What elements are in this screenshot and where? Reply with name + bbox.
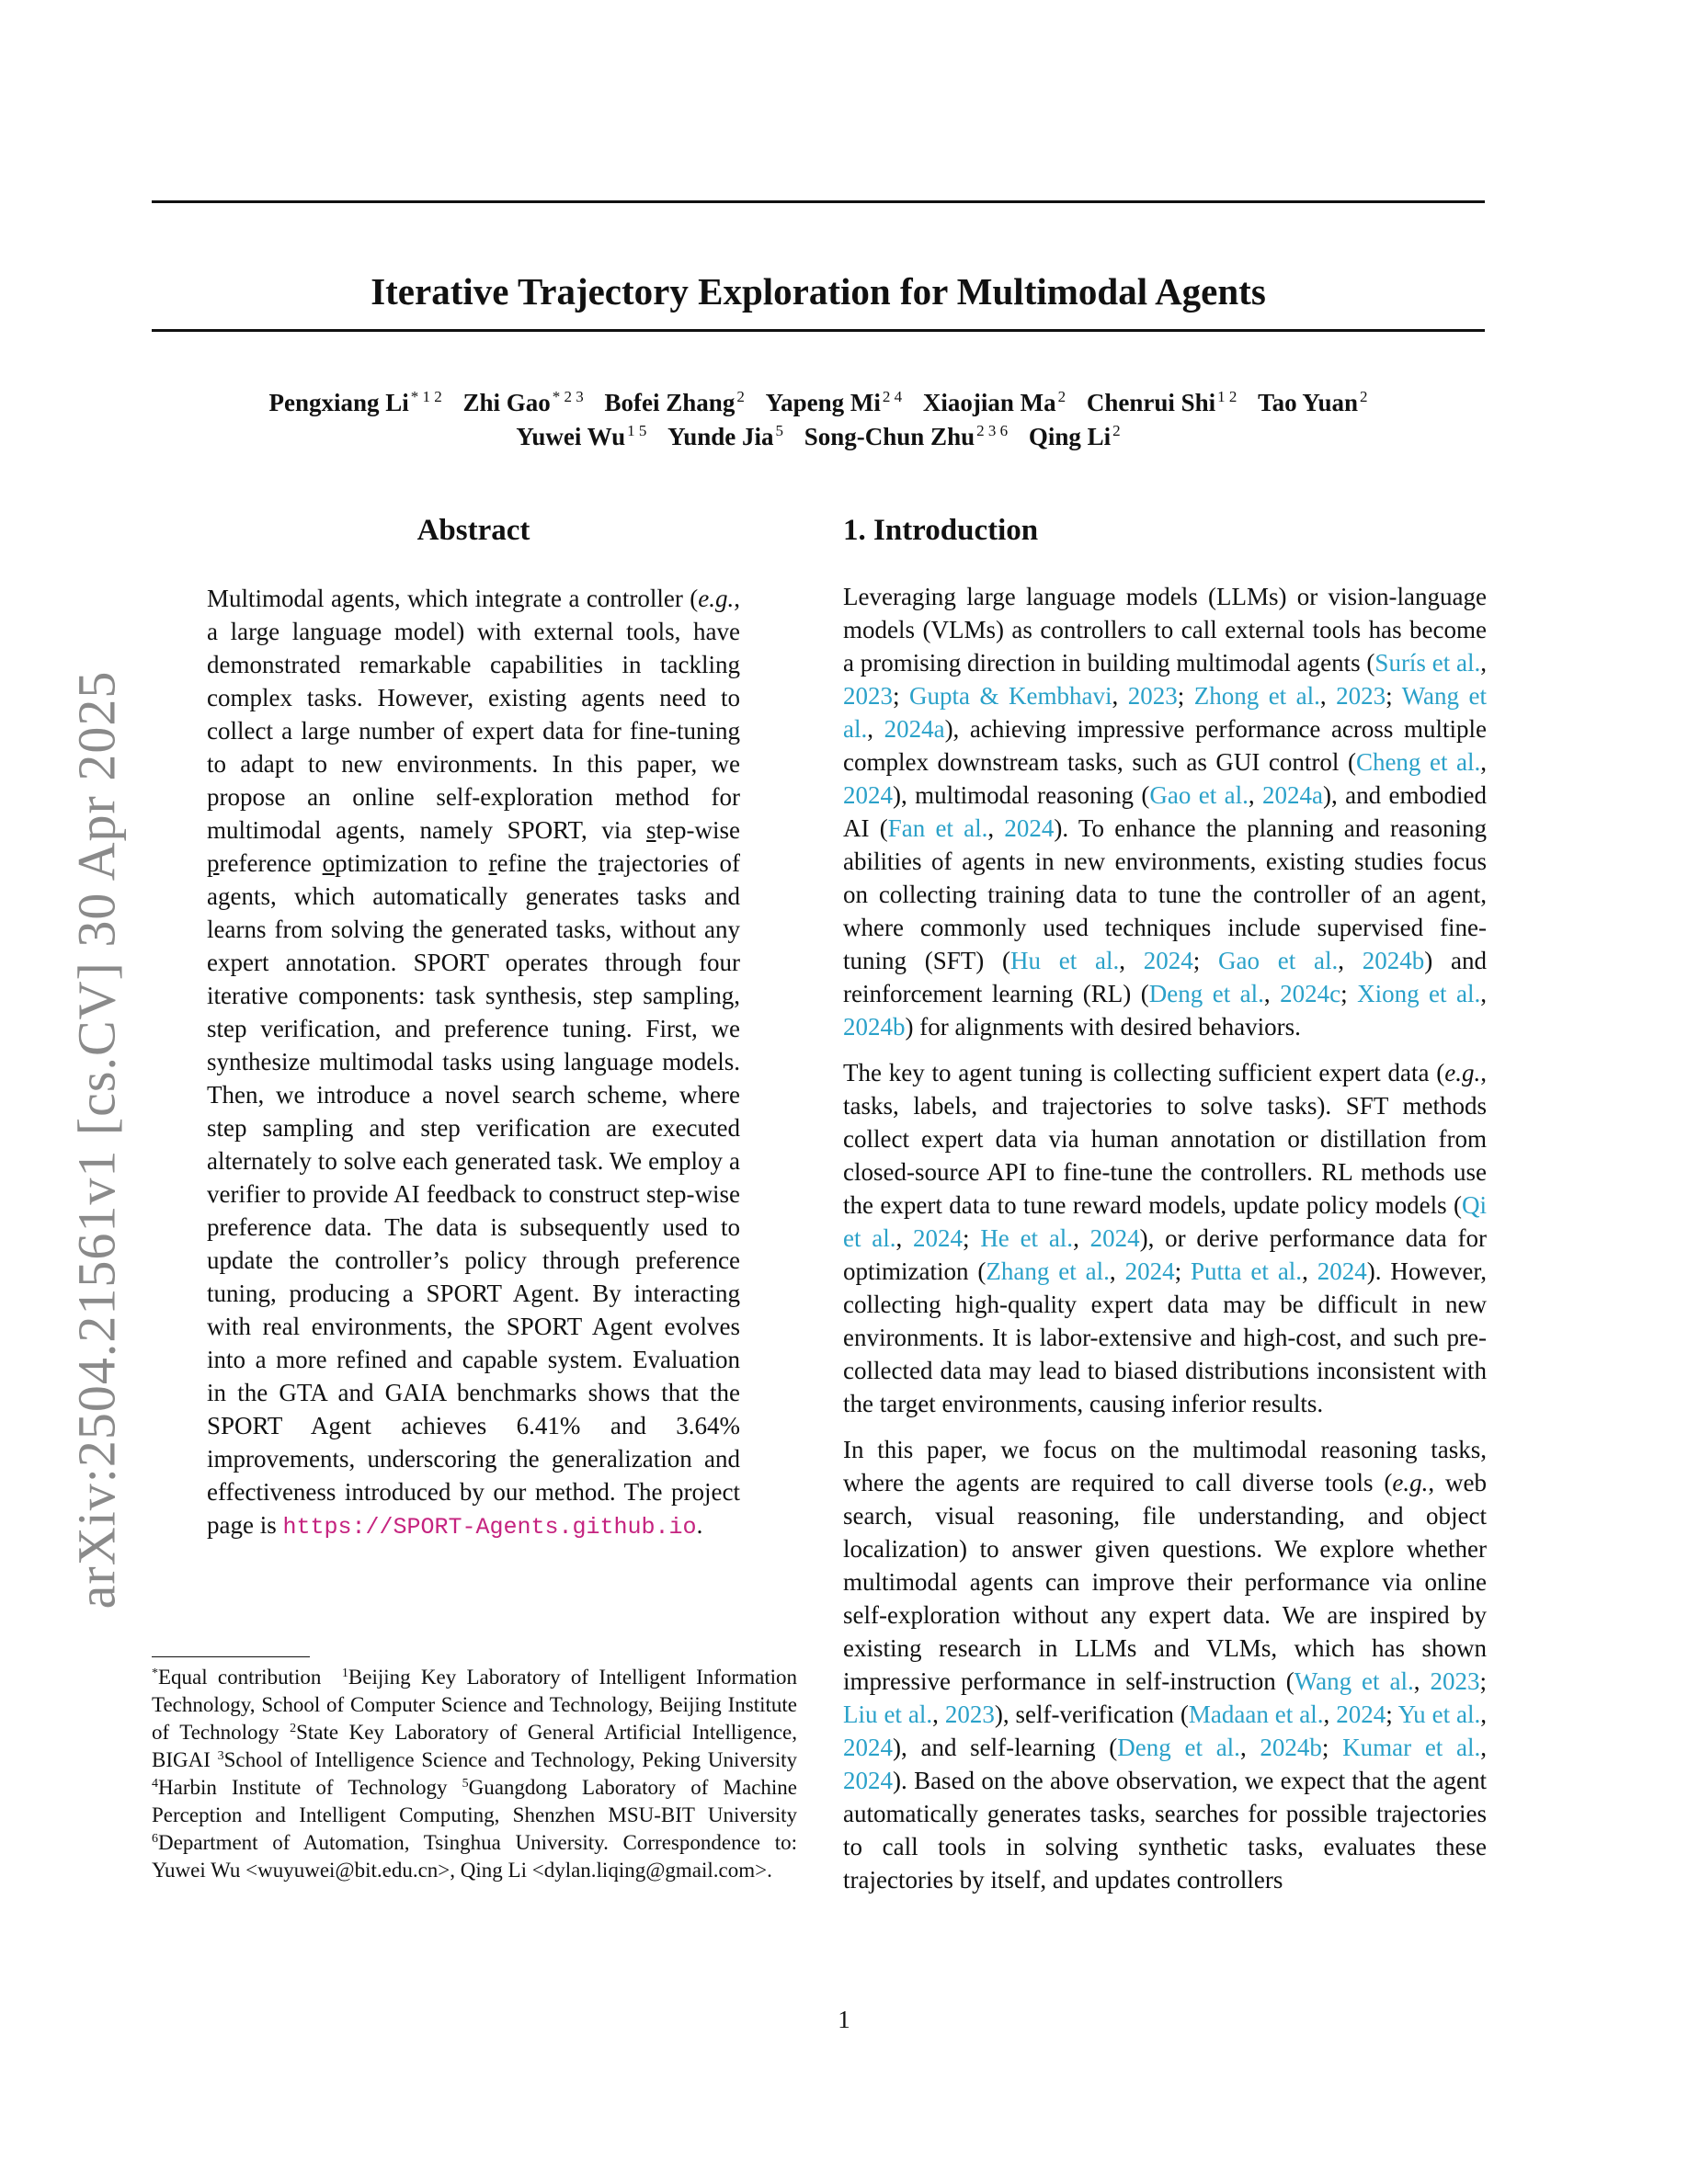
citation-link[interactable]: Hu et al. <box>1010 947 1120 974</box>
footnote-affiliations: *Equal contribution $^1$Beijing Key Laboratory of Intelligent Information Technology, School of Computer Science and Technology, Beijing Institute of Technology $^2$State Key Laboratory of General Artificial Intelligence, BIGAI $^3$School of Intelligence Science and Technology, Peking University $^4$Harbin Institute of Technology $^5$Guangdong Laboratory of Machine Perception and Intelligent Computing, Shenzhen MSU-BIT University $^6$Department of Automation, Tsinghua University. Correspondence to: Yuwei Wu <wuyuwei@bit.edu.cn>, Qing Li <dylan.liqing@gmail.com>. <box>152 1666 798 1882</box>
citation-link[interactable]: 2023 <box>944 1701 995 1728</box>
citation-link[interactable]: 2023 <box>843 682 893 710</box>
citation-link[interactable]: 2024 <box>843 781 893 809</box>
citation-link[interactable]: Wang et al. <box>1294 1667 1414 1695</box>
author: Pengxiang Li $^{* 1 2}$ <box>268 388 442 416</box>
author: Song-Chun Zhu $^{2 3 6}$ <box>804 422 1009 450</box>
citation-link[interactable]: Wang et al. <box>843 682 1487 743</box>
citation-link[interactable]: Fan et al. <box>887 814 988 842</box>
citation-link[interactable]: 2024b <box>1260 1734 1322 1761</box>
citation-link[interactable]: 2024 <box>1004 814 1055 842</box>
citation-link[interactable]: 2023 <box>1127 682 1178 710</box>
citation-link[interactable]: Zhong et al. <box>1193 682 1320 710</box>
paper-title: Iterative Trajectory Exploration for Multimodal Agents <box>371 270 1266 313</box>
citation-link[interactable]: 2024a <box>1262 781 1324 809</box>
citation-link[interactable]: Madaan et al. <box>1188 1701 1324 1728</box>
author-line-2 <box>152 420 1485 454</box>
page-number: 1 <box>838 2006 850 2033</box>
citation-link[interactable]: Zhang et al. <box>986 1257 1110 1285</box>
citation-link[interactable]: 2024b <box>1362 947 1425 974</box>
author: Yuwei Wu $^{1 5}$ <box>516 422 647 450</box>
citation-link[interactable]: 2023 <box>1430 1667 1480 1695</box>
citation-link[interactable]: Deng et al. <box>1117 1734 1240 1761</box>
author: Tao Yuan $^2$ <box>1258 388 1368 416</box>
citation-link[interactable]: Deng et al. <box>1148 980 1264 1007</box>
citation-link[interactable]: Liu et al. <box>843 1701 933 1728</box>
citation-link[interactable]: He et al. <box>980 1224 1074 1252</box>
citation-link[interactable]: Yu et al. <box>1397 1701 1481 1728</box>
citation-link[interactable]: Gao et al. <box>1149 781 1249 809</box>
citation-link[interactable]: 2024 <box>843 1734 893 1761</box>
citation-link[interactable]: 2024 <box>1317 1257 1367 1285</box>
intro-paragraph-3: In this paper, we focus on the multimodal reasoning tasks, where the agents are required to call diverse tools (e.g., web search, visual reasoning, file understanding, and object localization) to answer given questions. We explore whether multimodal agents can improve their performance via online self-exploration without any expert data. We are inspired by existing research in LLMs and VLMs, which has shown impressive performance in self-instruction (Wang et al., 2023; Liu et al., 2023), self-verification (Madaan et al., 2024; Yu et al., 2024), and self-learning (Deng et al., 2024b; Kumar et al., 2024). Based on the above observation, we expect that the agent automatically generates tasks, searches for possible trajectories to call tools in solving synthetic tasks, evaluates these trajectories by itself, and updates controllers <box>843 1436 1488 1894</box>
author: Xiaojian Ma $^2$ <box>922 388 1066 416</box>
citation-link[interactable]: Gao et al. <box>1218 947 1339 974</box>
citation-link[interactable]: 2024c <box>1280 980 1341 1007</box>
citation-link[interactable]: Qi et al. <box>843 1191 1487 1252</box>
author: Qing Li $^2$ <box>1028 422 1121 450</box>
right-column <box>843 510 1487 1896</box>
citation-link[interactable]: 2024 <box>1336 1701 1386 1728</box>
citation-link[interactable]: Gupta & Kembhavi <box>909 682 1112 710</box>
intro-paragraph-2: The key to agent tuning is collecting sufficient expert data (e.g., tasks, labels, and trajectories to solve tasks). SFT methods collect expert data via human annotation or distillation from closed-source API to fine-tune the controllers. RL methods use the expert data to tune reward models, update policy models (Qi et al., 2024; He et al., 2024), or derive performance data for optimization (Zhang et al., 2024; Putta et al., 2024). However, collecting high-quality expert data may be difficult in new environments. It is labor-extensive and high-cost, and such pre-collected data may lead to biased distributions inconsistent with the target environments, causing inferior results. <box>843 1059 1488 1417</box>
author-line-1 <box>152 386 1485 420</box>
citation-link[interactable]: Kumar et al. <box>1342 1734 1481 1761</box>
citation-link[interactable]: 2024 <box>1124 1257 1175 1285</box>
title-rule-bottom <box>152 329 1485 332</box>
citation-link[interactable]: Xiong et al. <box>1357 980 1481 1007</box>
author: Yunde Jia $^5$ <box>667 422 783 450</box>
introduction-heading: 1. Introduction <box>843 514 1039 547</box>
abstract-heading: Abstract <box>416 514 530 547</box>
citation-link[interactable]: 2024 <box>843 1767 893 1794</box>
author-list <box>152 386 1485 454</box>
citation-link[interactable]: Putta et al. <box>1191 1257 1303 1285</box>
left-column <box>207 510 740 1544</box>
citation-link[interactable]: 2023 <box>1336 682 1386 710</box>
citation-link[interactable]: Surís et al. <box>1374 649 1481 677</box>
abstract-text: Multimodal agents, which integrate a controller (e.g., a large language model) with external tools, have demonstrated remarkable capabilities in tackling complex tasks. However, existing agents need to collect a large number of expert data for fine-tuning to adapt to new environments. In this paper, we propose an online self-exploration method for multimodal agents, namely SPORT, via step-wise preference optimization to refine the trajectories of agents, which automatically generates tasks and learns from solving the generated tasks, without any expert annotation. SPORT operates through four iterative components: task synthesis, step sampling, step verification, and preference tuning. First, we synthesize multimodal tasks using language models. Then, we introduce a novel search scheme, where step sampling and step verification are executed alternately to solve each generated task. We employ a verifier to provide AI feedback to construct step-wise preference data. The data is subsequently used to update the controller’s policy through preference tuning, producing a SPORT Agent. By interacting with real environments, the SPORT Agent evolves into a more refined and capable system. Evaluation in the GTA and GAIA benchmarks shows that the SPORT Agent achieves 6.41% and 3.64% improvements, underscoring the generalization and effectiveness introduced by our method. The project page is https://SPORT-Agents.github.io. <box>207 585 740 1541</box>
author: Yapeng Mi $^{2 4}$ <box>765 388 903 416</box>
citation-link[interactable]: 2024 <box>1089 1224 1140 1252</box>
author: Chenrui Shi $^{1 2}$ <box>1086 388 1237 416</box>
intro-paragraph-1: Leveraging large language models (LLMs) or vision-language models (VLMs) as controllers to call external tools has become a promising direction in building multimodal agents (Surís et al., 2023; Gupta & Kembhavi, 2023; Zhong et al., 2023; Wang et al., 2024a), achieving impressive performance across multiple complex downstream tasks, such as GUI control (Cheng et al., 2024), multimodal reasoning (Gao et al., 2024a), and embodied AI (Fan et al., 2024). To enhance the planning and reasoning abilities of agents in new environments, existing studies focus on collecting training data to tune the controller of an agent, where commonly used techniques include supervised fine-tuning (SFT) (Hu et al., 2024; Gao et al., 2024b) and reinforcement learning (RL) (Deng et al., 2024c; Xiong et al., 2024b) for alignments with desired behaviors. <box>843 583 1488 1041</box>
citation-link[interactable]: Cheng et al. <box>1355 748 1481 776</box>
author: Zhi Gao $^{* 2 3}$ <box>462 388 584 416</box>
arxiv-identifier: arXiv:2504.21561v1 [cs.CV] 30 Apr 2025 <box>66 670 127 1610</box>
footnote-rule <box>152 1656 310 1657</box>
citation-link[interactable]: 2024 <box>1143 947 1193 974</box>
project-page-link[interactable]: https://SPORT-Agents.github.io <box>282 1514 697 1541</box>
citation-link[interactable]: 2024b <box>843 1013 906 1041</box>
author: Bofei Zhang $^2$ <box>604 388 745 416</box>
citation-link[interactable]: 2024 <box>913 1224 964 1252</box>
citation-link[interactable]: 2024a <box>884 715 945 743</box>
title-rule-top <box>152 200 1485 203</box>
